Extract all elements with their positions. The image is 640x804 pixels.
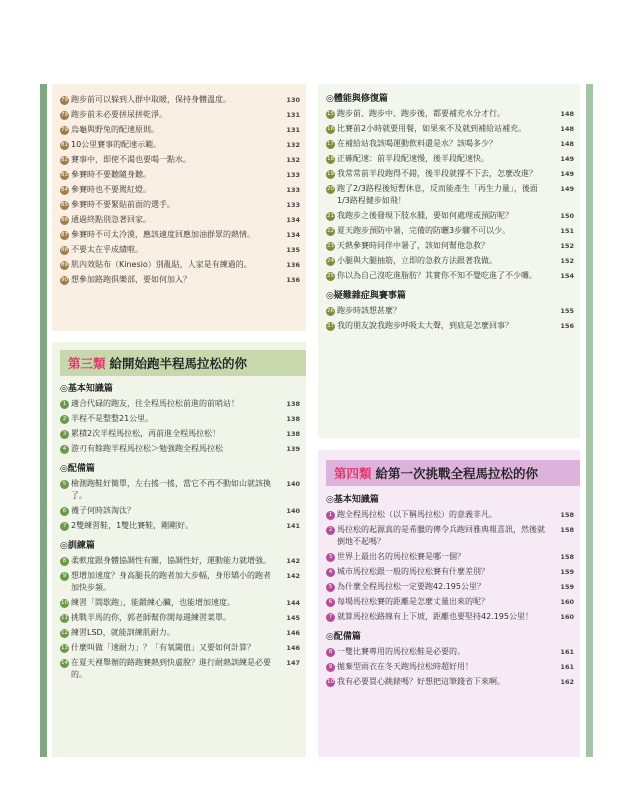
panel-top-left bbox=[52, 84, 306, 331]
entry-title: 一雙比賽專用的馬拉松鞋是必要的。 bbox=[337, 647, 465, 656]
entry-page-number: 159 bbox=[560, 583, 574, 591]
entry-title: 每場馬拉松賽的距離是怎麼丈量出來的呢？ bbox=[337, 597, 489, 606]
entry-page-number: 138 bbox=[286, 400, 300, 408]
entry-number-badge: 3 bbox=[60, 430, 69, 439]
entry-page-number: 158 bbox=[560, 553, 574, 561]
entry-page-number: 135 bbox=[286, 246, 300, 254]
sections-container bbox=[60, 384, 300, 684]
entry-page-number: 133 bbox=[286, 171, 300, 179]
sections-container bbox=[326, 94, 574, 335]
panel-top-right bbox=[318, 84, 580, 438]
toc-entry bbox=[60, 229, 300, 241]
entry-number-badge: 7 bbox=[60, 522, 69, 531]
section-title: 基本知識篇 bbox=[333, 495, 379, 505]
entry-title: 你以為自己沒吃進脂肪？其實你不知不覺吃進了不少囉。 bbox=[337, 271, 537, 280]
toc-entry bbox=[60, 259, 300, 271]
entry-number-badge: 2 bbox=[326, 526, 335, 535]
category-banner bbox=[60, 350, 306, 376]
entry-page-number: 148 bbox=[560, 110, 574, 118]
entry-page-number: 130 bbox=[286, 96, 300, 104]
toc-entry bbox=[60, 612, 300, 624]
entry-page-number: 146 bbox=[286, 644, 300, 652]
entry-page-number: 160 bbox=[560, 598, 574, 606]
toc-entry bbox=[60, 642, 300, 654]
entry-number-badge: 23 bbox=[327, 242, 334, 249]
entry-page-number: 148 bbox=[560, 125, 574, 133]
entry-title: 跑了2/3路程後短暫休息，反而能產生「再生力量」，後面1/3路程健步如飛！ bbox=[337, 184, 538, 205]
entry-title: 我有必要買心跳錶嗎？好想把這筆錢省下來啊。 bbox=[337, 677, 505, 686]
toc-entry bbox=[60, 398, 300, 410]
entry-title: 10公里賽事的配速示範。 bbox=[71, 140, 162, 149]
entry-number-badge: 90 bbox=[61, 276, 68, 283]
toc-entry bbox=[326, 676, 574, 688]
toc-entry bbox=[326, 240, 574, 252]
entry-title: 跑步前、跑步中、跑步後，都要補充水分才行。 bbox=[337, 109, 505, 118]
entry-page-number: 151 bbox=[560, 227, 574, 235]
entry-title: 游刃有餘跑半程馬拉松＞勉強跑全程馬拉松 bbox=[71, 444, 223, 453]
toc-entry bbox=[60, 94, 300, 106]
entry-title: 不要太在乎成績啦。 bbox=[71, 245, 143, 254]
entry-number-badge: 82 bbox=[61, 156, 68, 163]
entry-title: 小腿與大腿抽筋，立即的急救方法跟著我做。 bbox=[337, 256, 497, 265]
entry-page-number: 150 bbox=[560, 212, 574, 220]
entry-page-number: 133 bbox=[286, 186, 300, 194]
toc-entry bbox=[326, 551, 574, 563]
entry-page-number: 136 bbox=[286, 261, 300, 269]
entry-page-number: 152 bbox=[560, 242, 574, 250]
entry-number-badge: 14 bbox=[61, 659, 68, 666]
section-heading bbox=[326, 291, 574, 302]
entry-number-badge: 8 bbox=[326, 648, 335, 657]
entry-page-number: 142 bbox=[286, 557, 300, 565]
entry-title: 跑步時該想甚麼？ bbox=[337, 306, 401, 315]
toc-entry bbox=[326, 566, 574, 578]
entry-title: 為什麼全程馬拉松一定要跑42.195公里？ bbox=[337, 582, 485, 591]
toc-entry bbox=[60, 274, 300, 286]
entry-title: 累積2次半程馬拉松，再前進全程馬拉松！ bbox=[71, 429, 221, 438]
entry-page-number: 131 bbox=[286, 126, 300, 134]
entry-number-badge: 9 bbox=[60, 572, 69, 581]
toc-entry bbox=[60, 154, 300, 166]
entry-page-number: 145 bbox=[286, 614, 300, 622]
category-title: 給第一次挑戰全程馬拉松的你 bbox=[375, 466, 539, 481]
entry-number-badge: 16 bbox=[327, 125, 334, 132]
toc-entry bbox=[326, 123, 574, 135]
toc-entry bbox=[60, 627, 300, 639]
entry-page-number: 155 bbox=[560, 307, 574, 315]
entry-page-number: 134 bbox=[286, 231, 300, 239]
panel-half-marathon bbox=[52, 342, 306, 757]
toc-entry bbox=[326, 646, 574, 658]
entry-title: 半程不是整整21公里。 bbox=[71, 414, 154, 423]
entry-title: 城市馬拉松跟一般的馬拉松賽有什麼差別？ bbox=[337, 567, 489, 576]
entry-page-number: 148 bbox=[560, 140, 574, 148]
entry-title: 跑全程馬拉松（以下稱馬拉松）的意義非凡。 bbox=[337, 510, 497, 519]
bullseye-icon: ◎ bbox=[60, 541, 68, 551]
entry-title: 2雙練習鞋，1雙比賽鞋，剛剛好。 bbox=[71, 521, 194, 530]
entry-page-number: 140 bbox=[286, 480, 300, 488]
entry-page-number: 132 bbox=[286, 141, 300, 149]
category-title: 給開始跑半程馬拉松的你 bbox=[109, 356, 248, 371]
entry-title: 參賽時不可太冷漠，應該適度回應加油群眾的熱情。 bbox=[71, 230, 255, 239]
entry-title: 我常常前半段跑得不錯，後半段就撐不下去，怎麼改進？ bbox=[337, 169, 537, 178]
entry-number-badge: 17 bbox=[327, 140, 334, 147]
toc-entry bbox=[326, 596, 574, 608]
entry-page-number: 158 bbox=[560, 511, 574, 519]
toc-entry bbox=[60, 570, 300, 594]
category-banner bbox=[326, 460, 580, 486]
entry-number-badge: 87 bbox=[61, 231, 68, 238]
entry-title: 想參加路跑俱樂部，要如何加入？ bbox=[71, 275, 191, 284]
entry-title: 參賽時也不要駡紅燈。 bbox=[71, 185, 151, 194]
entry-page-number: 136 bbox=[286, 276, 300, 284]
toc-entry bbox=[60, 428, 300, 440]
entry-title: 挑戰半馬的你，郭老師幫你開每週練習菜單。 bbox=[71, 613, 231, 622]
toc-entry bbox=[60, 413, 300, 425]
entry-number-badge: 6 bbox=[326, 598, 335, 607]
entry-number-badge: 27 bbox=[327, 322, 334, 329]
entry-number-badge: 13 bbox=[61, 644, 68, 651]
toc-entry bbox=[326, 138, 574, 150]
entry-number-badge: 1 bbox=[60, 400, 69, 409]
section-heading bbox=[326, 632, 574, 643]
entry-page-number: 134 bbox=[286, 216, 300, 224]
entry-title: 在夏天裡舉辦的路跑賽熱到快虛脫？進行耐熱訓練是必要的。 bbox=[71, 658, 271, 679]
toc-entry bbox=[60, 199, 300, 211]
entry-number-badge: 79 bbox=[61, 96, 68, 103]
entry-page-number: 133 bbox=[286, 201, 300, 209]
entry-number-badge: 24 bbox=[327, 257, 334, 264]
bullseye-icon: ◎ bbox=[326, 94, 334, 104]
entry-title: 通過終點別急著回家。 bbox=[71, 215, 151, 224]
toc-entry bbox=[326, 225, 574, 237]
entry-page-number: 156 bbox=[560, 322, 574, 330]
entry-number-badge: 15 bbox=[327, 110, 334, 117]
toc-entry bbox=[326, 611, 574, 623]
toc-entry bbox=[326, 320, 574, 332]
entry-number-badge: 79 bbox=[61, 111, 68, 118]
sections-container bbox=[326, 495, 574, 691]
entry-number-badge: 3 bbox=[326, 553, 335, 562]
entry-title: 參賽時不要聽隨身聽。 bbox=[71, 170, 151, 179]
entry-page-number: 162 bbox=[560, 678, 574, 686]
entry-number-badge: 9 bbox=[326, 663, 335, 672]
entry-number-badge: 4 bbox=[60, 445, 69, 454]
toc-entry bbox=[60, 214, 300, 226]
entry-number-badge: 12 bbox=[61, 629, 68, 636]
entry-page-number: 160 bbox=[560, 613, 574, 621]
section-title: 配備篇 bbox=[333, 632, 361, 642]
entry-number-badge: 19 bbox=[327, 170, 334, 177]
toc-entry bbox=[60, 169, 300, 181]
bullseye-icon: ◎ bbox=[326, 632, 334, 642]
bullseye-icon: ◎ bbox=[60, 384, 68, 394]
entry-page-number: 149 bbox=[560, 155, 574, 163]
entry-page-number: 142 bbox=[286, 572, 300, 580]
entry-title: 賽事中，即使不渴也要喝一點水。 bbox=[71, 155, 191, 164]
toc-entry bbox=[326, 270, 574, 282]
right-edge-stripe bbox=[586, 84, 593, 757]
toc-entry bbox=[60, 109, 300, 121]
toc-entry bbox=[326, 183, 574, 207]
entry-page-number: 147 bbox=[286, 659, 300, 667]
entry-title: 參賽時不要緊貼前面的選手。 bbox=[71, 200, 175, 209]
entry-title: 什麼叫做「速耐力」？「有氧閾值」又要如何計算？ bbox=[71, 643, 255, 652]
entry-title: 天熱參賽時同伴中暑了，該如何幫他急救？ bbox=[337, 241, 489, 250]
entry-number-badge: 7 bbox=[326, 613, 335, 622]
entry-number-badge: 89 bbox=[61, 261, 68, 268]
entry-title: 烏龜與野兔的配速原則。 bbox=[71, 125, 159, 134]
entry-title: 跑步前可以躲到人群中取暖，保持身體溫度。 bbox=[71, 95, 231, 104]
toc-entry bbox=[326, 108, 574, 120]
section-heading bbox=[326, 495, 574, 506]
toc-entry bbox=[326, 509, 574, 521]
entry-title: 練習LSD，就能訓練肌耐力。 bbox=[71, 628, 175, 637]
entry-title: 夏天跑步預防中暑，完備的防曬3步驟不可以少。 bbox=[337, 226, 511, 235]
toc-entry bbox=[60, 478, 300, 502]
section-title: 基本知識篇 bbox=[67, 384, 113, 394]
entry-page-number: 132 bbox=[286, 156, 300, 164]
entry-title: 檢測跑鞋好簡單，左右搖一搖，當它不再不動如山就該換了。 bbox=[71, 479, 271, 500]
entry-page-number: 139 bbox=[286, 445, 300, 453]
entry-number-badge: 2 bbox=[60, 415, 69, 424]
entry-number-badge: 6 bbox=[60, 507, 69, 516]
entry-page-number: 161 bbox=[560, 663, 574, 671]
category-label: 第四類 bbox=[334, 466, 372, 481]
entry-page-number: 138 bbox=[286, 430, 300, 438]
bullseye-icon: ◎ bbox=[326, 495, 334, 505]
toc-entry bbox=[326, 305, 574, 317]
toc-entry bbox=[60, 520, 300, 532]
entry-title: 跑步前未必要拼尿拼乾淨。 bbox=[71, 110, 167, 119]
toc-entry bbox=[60, 184, 300, 196]
entry-number-badge: 79 bbox=[61, 126, 68, 133]
toc-entry bbox=[326, 661, 574, 673]
toc-entry bbox=[60, 139, 300, 151]
entry-number-badge: 25 bbox=[327, 272, 334, 279]
entry-page-number: 154 bbox=[560, 272, 574, 280]
entry-title: 肌內效貼布（Kinesio）別亂貼，人家是有練過的。 bbox=[71, 260, 252, 269]
panel-full-marathon bbox=[318, 450, 580, 757]
entry-number-badge: 11 bbox=[61, 614, 68, 621]
entry-number-badge: 86 bbox=[61, 216, 68, 223]
entry-page-number: 152 bbox=[560, 257, 574, 265]
entry-number-badge: 8 bbox=[60, 557, 69, 566]
entry-number-badge: 1 bbox=[326, 511, 335, 520]
entry-title: 比賽前2小時就要用餐，如果來不及就到補給站補充。 bbox=[337, 124, 527, 133]
entry-page-number: 140 bbox=[286, 507, 300, 515]
entry-number-badge: 88 bbox=[61, 246, 68, 253]
items-container bbox=[60, 94, 300, 289]
toc-entry bbox=[60, 124, 300, 136]
entry-title: 想增加速度？身高腿長的跑者加大步幅，身形矯小的跑者加快步頻。 bbox=[71, 571, 271, 592]
entry-title: 馬拉松的起源真的是希臘的傳令兵跑回雅典報喜訊，然後就倒地不起嗎？ bbox=[337, 525, 545, 546]
section-heading bbox=[326, 94, 574, 105]
entry-title: 我的朋友說我跑步呼吸太大聲，到底是怎麼回事？ bbox=[337, 321, 513, 330]
entry-number-badge: 22 bbox=[327, 227, 334, 234]
entry-title: 我跑步之後發現下肢水腫，要如何處理或預防呢？ bbox=[337, 211, 513, 220]
entry-title: 世界上最出名的馬拉松賽是哪一個？ bbox=[337, 552, 465, 561]
toc-entry bbox=[60, 555, 300, 567]
entry-title: 襪子何時該淘汰？ bbox=[71, 506, 135, 515]
toc-entry bbox=[326, 581, 574, 593]
toc-entry bbox=[60, 244, 300, 256]
entry-page-number: 149 bbox=[560, 170, 574, 178]
entry-page-number: 159 bbox=[560, 568, 574, 576]
section-title: 訓練篇 bbox=[67, 541, 95, 551]
section-title: 配備篇 bbox=[67, 464, 95, 474]
entry-number-badge: 21 bbox=[327, 212, 334, 219]
entry-number-badge: 10 bbox=[327, 678, 334, 685]
toc-entry bbox=[60, 443, 300, 455]
entry-number-badge: 81 bbox=[61, 141, 68, 148]
bullseye-icon: ◎ bbox=[60, 464, 68, 474]
toc-entry bbox=[326, 210, 574, 222]
bullseye-icon: ◎ bbox=[326, 291, 334, 301]
entry-number-badge: 20 bbox=[327, 185, 334, 192]
entry-number-badge: 83 bbox=[61, 171, 68, 178]
entry-page-number: 161 bbox=[560, 648, 574, 656]
toc-entry bbox=[60, 657, 300, 681]
entry-title: 正確配速：前半段配速慢，後半段配速快。 bbox=[337, 154, 489, 163]
toc-entry bbox=[326, 168, 574, 180]
entry-title: 柔軟度跟身體協調性有關，協調性好，運動能力就增強。 bbox=[71, 556, 271, 565]
entry-page-number: 144 bbox=[286, 599, 300, 607]
toc-entry bbox=[60, 597, 300, 609]
entry-page-number: 138 bbox=[286, 415, 300, 423]
toc-entry bbox=[60, 505, 300, 517]
entry-number-badge: 5 bbox=[60, 480, 69, 489]
entry-page-number: 149 bbox=[560, 185, 574, 193]
toc-entry bbox=[326, 153, 574, 165]
entry-title: 拋棄型雨衣在冬天跑馬拉松時超好用！ bbox=[337, 662, 473, 671]
entry-number-badge: 5 bbox=[326, 583, 335, 592]
left-edge-stripe bbox=[40, 84, 47, 757]
entry-title: 就算馬拉松路線有上下坡，距離也要堅持42.195公里！ bbox=[337, 612, 533, 621]
entry-number-badge: 4 bbox=[326, 568, 335, 577]
entry-number-badge: 84 bbox=[61, 186, 68, 193]
toc-entry bbox=[326, 255, 574, 267]
entry-page-number: 158 bbox=[560, 526, 574, 534]
entry-number-badge: 10 bbox=[61, 599, 68, 606]
section-heading bbox=[60, 541, 300, 552]
entry-number-badge: 85 bbox=[61, 201, 68, 208]
category-label: 第三類 bbox=[68, 356, 106, 371]
section-heading bbox=[60, 464, 300, 475]
section-title: 體能與修復篇 bbox=[333, 94, 388, 104]
section-heading bbox=[60, 384, 300, 395]
entry-title: 在補給站我該喝運動飲料還是水？該喝多少？ bbox=[337, 139, 497, 148]
toc-entry bbox=[326, 524, 574, 548]
entry-page-number: 146 bbox=[286, 629, 300, 637]
entry-page-number: 131 bbox=[286, 111, 300, 119]
entry-number-badge: 26 bbox=[327, 307, 334, 314]
entry-number-badge: 18 bbox=[327, 155, 334, 162]
entry-title: 適合代碌的跑友，往全程馬拉松前進的前哨站！ bbox=[71, 399, 239, 408]
entry-title: 練習「間歇跑」，能鍛練心臟，也能增加速度。 bbox=[71, 598, 235, 607]
entry-page-number: 141 bbox=[286, 522, 300, 530]
section-title: 疑難雜症與賽事篇 bbox=[333, 291, 406, 301]
